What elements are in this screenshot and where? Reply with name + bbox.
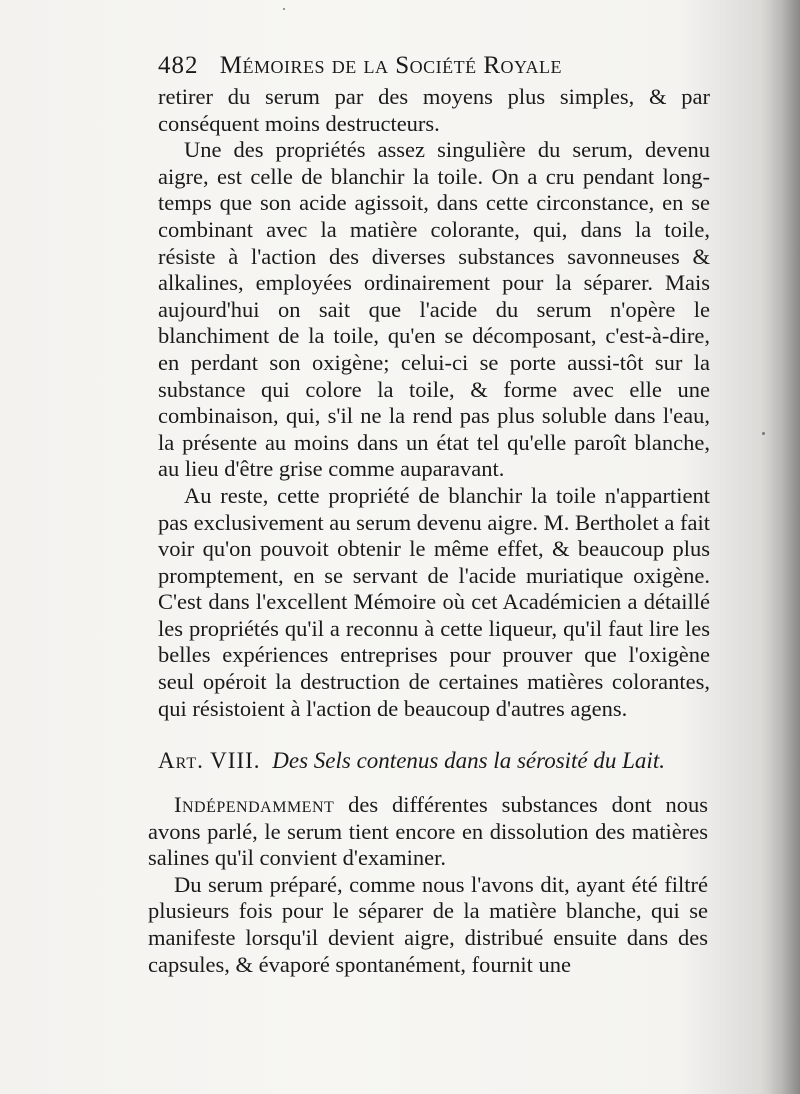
page-number: 482: [158, 52, 199, 79]
running-title: Mémoires de la Société Royale: [219, 52, 563, 79]
paragraph: Au reste, cette propriété de blanchir la toile n'appartient pas exclusivement au serum devenu aigre. M. Bertholet a fait voir qu'on pouvoit obtenir le même effet, & beaucoup plus promptement, en se servant de l'acide muriatique oxigène. C'est dans l'excellent Mémoire où cet Académicien a détaillé les propriétés qu'il a reconnu à cette liqueur, qu'il faut lire les belles expériences entreprises pour prouver que l'oxigène seul opéroit la destruction de certaines matières colorantes, qui résistoient à l'action de beaucoup d'autres agens.: [158, 482, 710, 721]
paragraph-rest: des différentes substances dont nous avons parlé, le serum tient encore en dissolution des matières salines qu'il convient d'examiner.: [148, 792, 708, 871]
binding-shadow: [760, 0, 800, 1094]
paragraph: Du serum préparé, comme nous l'avons dit, ayant été filtré plusieurs fois pour le séparer de la matière blanche, qui se manifeste lorsqu'il devient aigre, distribué ensuite dans des capsules, & évaporé spontanément, fournit une: [148, 871, 708, 977]
article-heading: [158, 748, 718, 774]
article-title: Des Sels contenus dans la sérosité du Lait.: [272, 748, 665, 773]
article-label: Art. VIII.: [158, 748, 261, 773]
paragraph-lead-word: Indépendamment: [174, 792, 335, 817]
paragraph: [148, 792, 708, 872]
paragraph: Une des propriétés assez singulière du serum, devenu aigre, est celle de blanchir la toile. On a cru pendant long-temps que son acide agissoit, dans cette circonstance, en se combinant avec la matière colorante, qui, dans la toile, résiste à l'action des diverses substances savonneuses & alkalines, employées ordinairement pour la séparer. Mais aujourd'hui on sait que l'acide du serum n'opère le blanchiment de la toile, qu'en se décomposant, c'est-à-dire, en perdant son oxigène; celui-ci se porte aussi-tôt sur la substance qui colore la toile, & forme avec elle une combinaison, qui, s'il ne la rend pas plus soluble dans l'eau, la présente au moins dans un état tel qu'elle paroît blanche, au lieu d'être grise comme auparavant.: [158, 137, 710, 482]
running-header: [158, 52, 698, 80]
paragraph: retirer du serum par des moyens plus simples, & par conséquent moins destructeurs.: [158, 84, 710, 136]
body-text-continued: [148, 792, 708, 978]
paper-speck: [762, 432, 765, 435]
body-text: [158, 84, 710, 722]
paper-speck: [283, 8, 285, 10]
